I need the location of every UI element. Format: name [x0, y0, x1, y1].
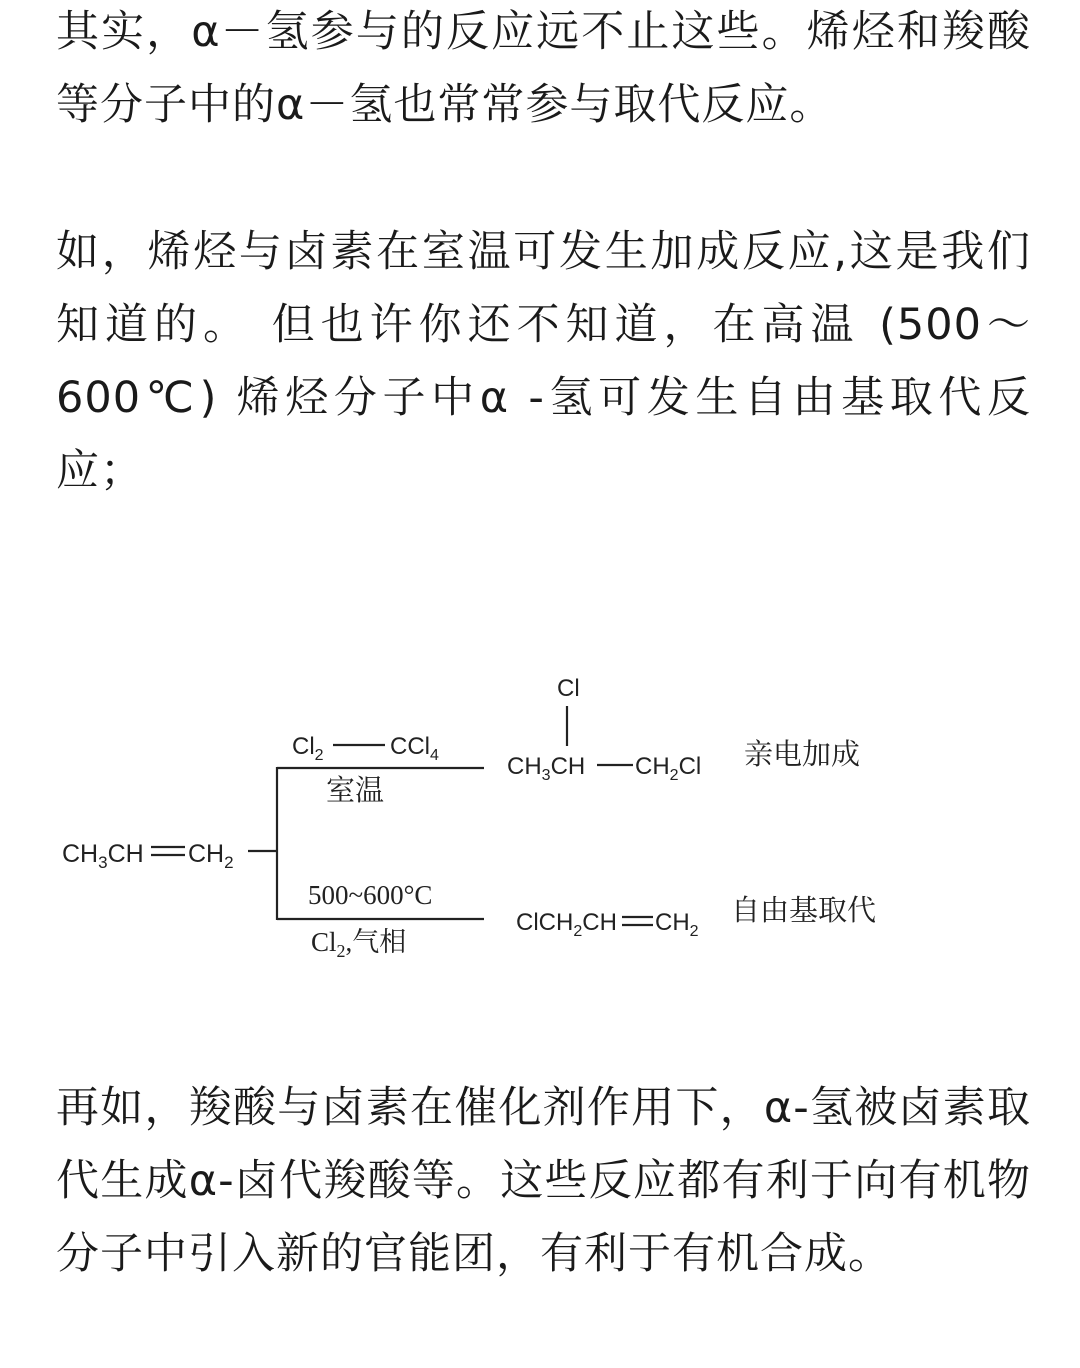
svg-text:ClCH2CH: ClCH$_2$CH	[516, 909, 617, 940]
svg-text:Cl2: $Cl_2$	[292, 733, 324, 764]
bottom-reagent: $Cl_2$,气相	[311, 927, 407, 961]
svg-text:CH2: $CH_2$	[188, 840, 234, 872]
top-reaction-type: 亲电加成	[744, 739, 861, 771]
top-reagent	[292, 733, 439, 764]
top-product	[507, 675, 701, 784]
paragraph-alkene-halogenation: 如，烯烃与卤素在室温可发生加成反应,这是我们知道的。 但也许你还不知道，在高温 (500～600℃) 烯烃分子中α -氢可发生自由基取代反应；	[56, 227, 1031, 496]
paragraph-carboxylic-acid: 再如，羧酸与卤素在催化剂作用下，α-氢被卤素取代生成α-卤代羧酸等。这些反应都有利于向有机物分子中引入新的官能团，有利于有机合成。	[56, 1083, 1031, 1279]
bottom-product	[516, 909, 699, 940]
svg-text:CCl4: CCl$_4$	[390, 733, 439, 764]
reactant-propene	[62, 840, 277, 872]
svg-text:CH3CH: $CH_3CH$	[507, 753, 586, 784]
top-condition: 室温	[326, 775, 385, 807]
svg-text:CH3CH: $CH_3CH$	[62, 840, 144, 872]
reaction-scheme	[0, 640, 1080, 980]
bottom-reaction-type: 自由基取代	[731, 895, 877, 927]
paragraph-intro: 其实，α－氢参与的反应远不止这些。烯烃和羧酸等分子中的α－氢也常常参与取代反应。	[56, 7, 1031, 130]
bottom-condition: 500~600°C	[308, 880, 433, 910]
svg-text:CH2Cl: $CH_2Cl$	[635, 753, 702, 784]
product-substituent-chlorine: Cl	[557, 675, 580, 702]
svg-text:CH2: $CH_2$	[655, 909, 699, 940]
